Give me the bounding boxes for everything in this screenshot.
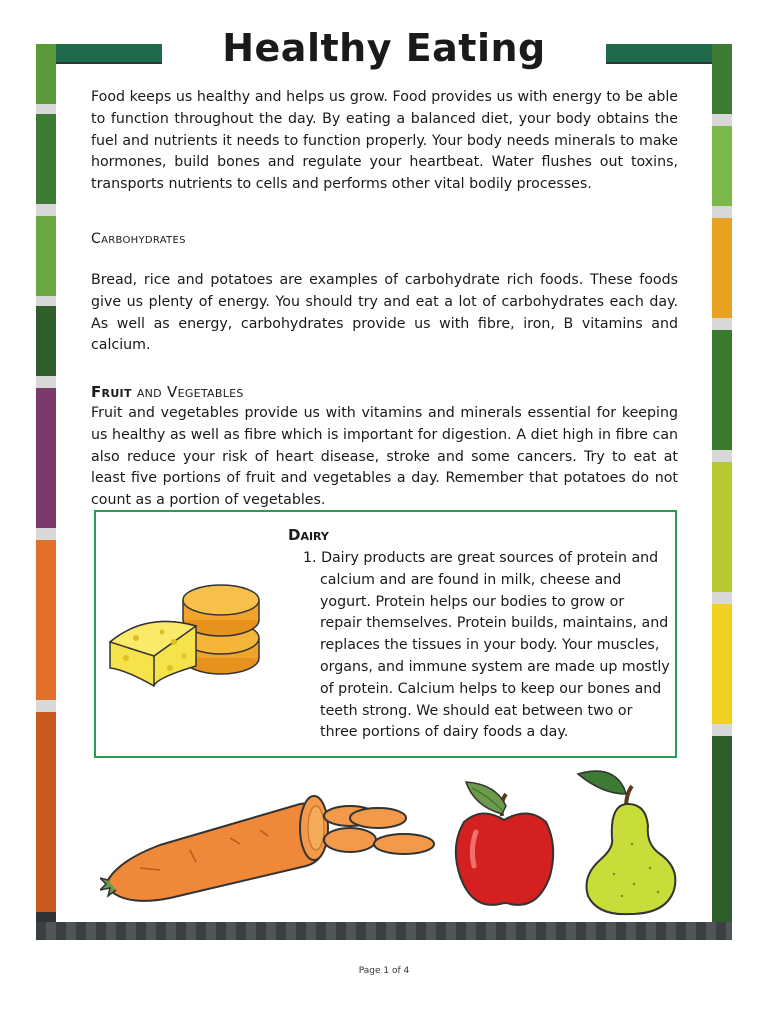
pear-illustration	[574, 764, 684, 919]
cheese-illustration	[106, 582, 266, 692]
border-left-strip	[36, 44, 56, 940]
dairy-list-item	[290, 548, 670, 744]
carrot-illustration	[100, 790, 440, 915]
border-bottom-bar	[36, 922, 732, 940]
fruit-heading-bold: Fruit	[91, 383, 132, 401]
border-right-strip	[712, 44, 732, 940]
dairy-item-number: 1.	[303, 550, 317, 566]
dairy-item-text: Dairy products are great sources of protein and calcium and are found in milk, cheese and yogurt. Protein helps our bodies to grow or repair themselves. Protein builds, maintains, and replaces the tissues in your body. Your muscles, organs, and immune system are made up mostly of protein. Calcium helps to keep our bones and teeth strong. We should eat between two or three portions of dairy foods a day.	[320, 550, 670, 741]
carbohydrates-paragraph: Bread, rice and potatoes are examples of carbohydrate rich foods. These foods give us plenty of energy. You should try and eat a lot of carbohydrates each day. As well as energy, carbohydrates provide us with fibre, iron, B vitamins and calcium.	[91, 272, 678, 354]
fruit-vegetables-heading	[91, 383, 244, 401]
intro-paragraph: Food keeps us healthy and helps us grow. Food provides us with energy to be able to function throughout the day. By eating a balanced diet, your body obtains the fuel and nutrients it needs to function properly. Your body needs minerals to make hormones, build bones and regulate your heartbeat. Water flushes out toxins, transports nutrients to cells and performs other vital bodily processes.	[91, 89, 678, 193]
dairy-list	[290, 548, 670, 744]
vegetables-heading-rest: and Vegetables	[131, 383, 244, 401]
apple-illustration	[452, 776, 558, 916]
page-title: Healthy Eating	[222, 26, 546, 70]
page-footer: Page 1 of 4	[358, 966, 410, 976]
dairy-heading: Dairy	[288, 526, 329, 544]
dairy-box	[94, 510, 677, 758]
carbohydrates-heading: Carbohydrates	[91, 231, 186, 247]
fruit-vegetables-paragraph: Fruit and vegetables provide us with vitamins and minerals essential for keeping us healthy as well as fibre which is important for digestion. A diet high in fibre can also reduce your risk of heart disease, stroke and some cancers. Try to eat at least five portions of fruit and vegetables a day. Remember that potatoes do not count as a portion of vegetables.	[91, 405, 678, 509]
